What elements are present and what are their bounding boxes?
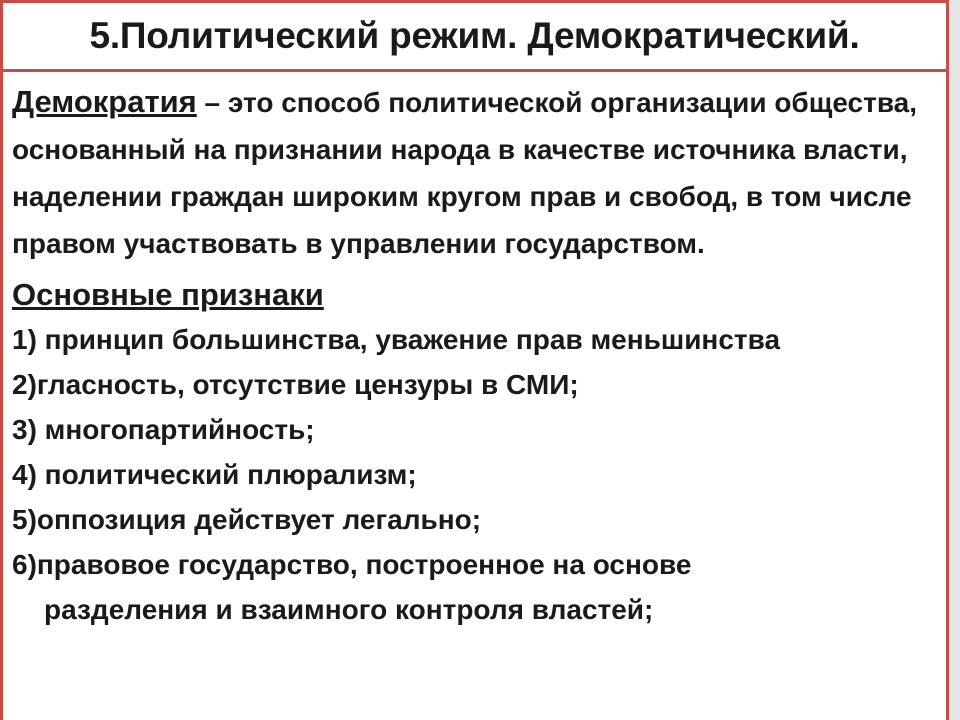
feature-item-4: [12, 452, 940, 497]
feature-item-5: [12, 497, 940, 542]
title-bar: [3, 3, 946, 69]
feature-text: 5)оппозиция действует легально;: [12, 504, 482, 535]
feature-text: 1) принцип большинства, уважение прав меньшинства: [12, 324, 781, 355]
feature-item-6: [12, 542, 940, 632]
definition-text: – это способ политической организации общества, основанный на признании народа в качестве источника власти, наделении граждан широким кругом прав и свобод, в том числе правом участвовать в управлении государством.: [12, 87, 918, 259]
features-heading: Основные признаки: [12, 277, 324, 312]
definition-term: Демократия: [12, 84, 197, 119]
features-list: [12, 317, 940, 632]
feature-text: 4) политический плюрализм;: [12, 459, 417, 490]
feature-item-3: [12, 407, 940, 452]
slide-title: 5.Политический режим. Демократический.: [89, 15, 860, 56]
title-divider: [0, 69, 949, 72]
definition-paragraph: [12, 78, 940, 267]
slide-edge-shadow: [949, 0, 960, 720]
feature-item-2: [12, 362, 940, 407]
frame-left-border: [0, 0, 3, 720]
feature-continuation: разделения и взаимного контроля властей;: [44, 594, 654, 625]
slide-content: [12, 78, 940, 632]
feature-text: 3) многопартийность;: [12, 414, 315, 445]
feature-item-1: [12, 317, 940, 362]
feature-text: 2)гласность, отсутствие цензуры в СМИ;: [12, 369, 579, 400]
feature-text: 6)правовое государство, построенное на основе: [12, 549, 692, 580]
